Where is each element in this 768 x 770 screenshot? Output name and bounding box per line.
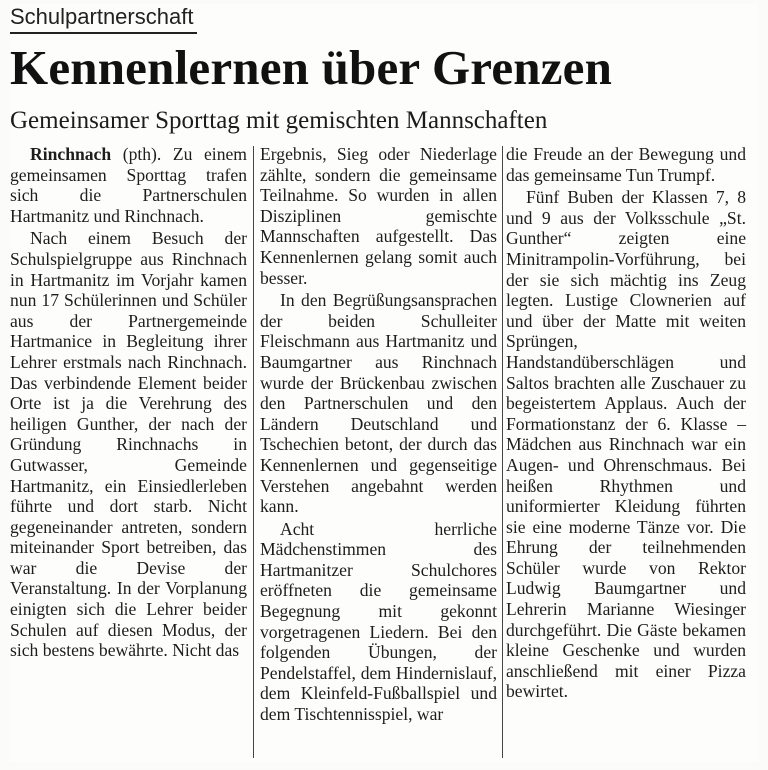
paragraph: Nach einem Besuch der Schulspielgruppe aus Rinchnach in Hartmanitz im Vorjahr kamen nun 17 Schülerinnen und Schüler aus der Partnergemeinde Hartmanice in Begleitung ihrer Lehrer erstmals nach Rinchnach. Das verbindende Element beider Orte ist ja die Verehrung des heiligen Gunther, der nach der Gründung Rinchnachs in Gutwasser, Gemeinde Hartmanitz, ein Einsiedlerleben führte und dort starb. Nicht gegeneinander antreten, sondern miteinander Sport betreiben, das war die Devise der Veranstaltung. In der Vorplanung einigten sich die Lehrer beider Schulen auf diesen Modus, der sich bestens bewährte. Nicht das: [10, 228, 247, 661]
column-rule: [502, 146, 503, 758]
article-column-2: [260, 144, 497, 725]
article-column-3: [506, 144, 746, 702]
paragraph: Acht herrliche Mädchenstimmen des Hartmanitzer Schulchores eröffneten die gemeinsame Begegnung mit gekonnt vorgetragenen Liedern. Bei den folgenden Übungen, der Pendelstaffel, dem Hindernislauf, dem Kleinfeld-Fußballspiel und dem Tischtennisspiel, war: [260, 518, 497, 725]
subheadline: Gemeinsamer Sporttag mit gemischten Mannschaften: [10, 107, 548, 134]
paragraph: Fünf Buben der Klassen 7, 8 und 9 aus der Volksschule „St. Gunther“ zeigten eine Minitrampolin-Vorführung, bei der sie sich mächtig ins Zeug legten. Lustige Clownerien auf und über der Matte mit weiten Sprüngen, Handstandüberschlägen und Saltos brachten alle Zuschauer zu begeistertem Applaus. Auch der Formationstanz der 6. Klasse – Mädchen aus Rinchnach war ein Augen- und Ohrenschmaus. Bei heißen Rhythmen und uniformierter Kleidung führten sie eine moderne Tänze vor. Die Ehrung der teilnehmenden Schüler wurde von Rektor Ludwig Baumgartner und Lehrerin Marianne Wiesinger durchgeführt. Die Gäste bekamen kleine Geschenke und wurden anschließend mit einer Pizza bewirtet.: [506, 187, 746, 702]
column-rule: [253, 146, 254, 758]
section-kicker: Schulpartnerschaft: [10, 2, 197, 34]
article-column-1: [10, 144, 247, 661]
headline: Kennenlernen über Grenzen: [10, 40, 613, 95]
dateline: Rinchnach: [30, 144, 112, 164]
paragraph-text: Zu einem gemeinsamen Sporttag trafen sich die Partnerschulen Hartmanitz und Rinchnach.: [10, 144, 247, 226]
paragraph: In den Begrüßungsansprachen der beiden Schulleiter Fleischmann aus Hartmanitz und Baumgartner aus Rinchnach wurde der Brückenbau zwischen den Partnerschulen und den Ländern Deutschland und Tschechien betont, der durch das Kennenlernen und gegenseitige Verstehen angebahnt werden kann.: [260, 290, 497, 517]
lead-paragraph: [10, 144, 247, 226]
paragraph: Ergebnis, Sieg oder Niederlage zählte, sondern die gemeinsame Teilnahme. So wurden in allen Disziplinen gemischte Mannschaften aufgestellt. Das Kennenlernen gelang somit auch besser.: [260, 144, 497, 288]
paragraph: die Freude an der Bewegung und das gemeinsame Tun Trumpf.: [506, 144, 746, 185]
dateline-source: (pth).: [111, 144, 162, 164]
